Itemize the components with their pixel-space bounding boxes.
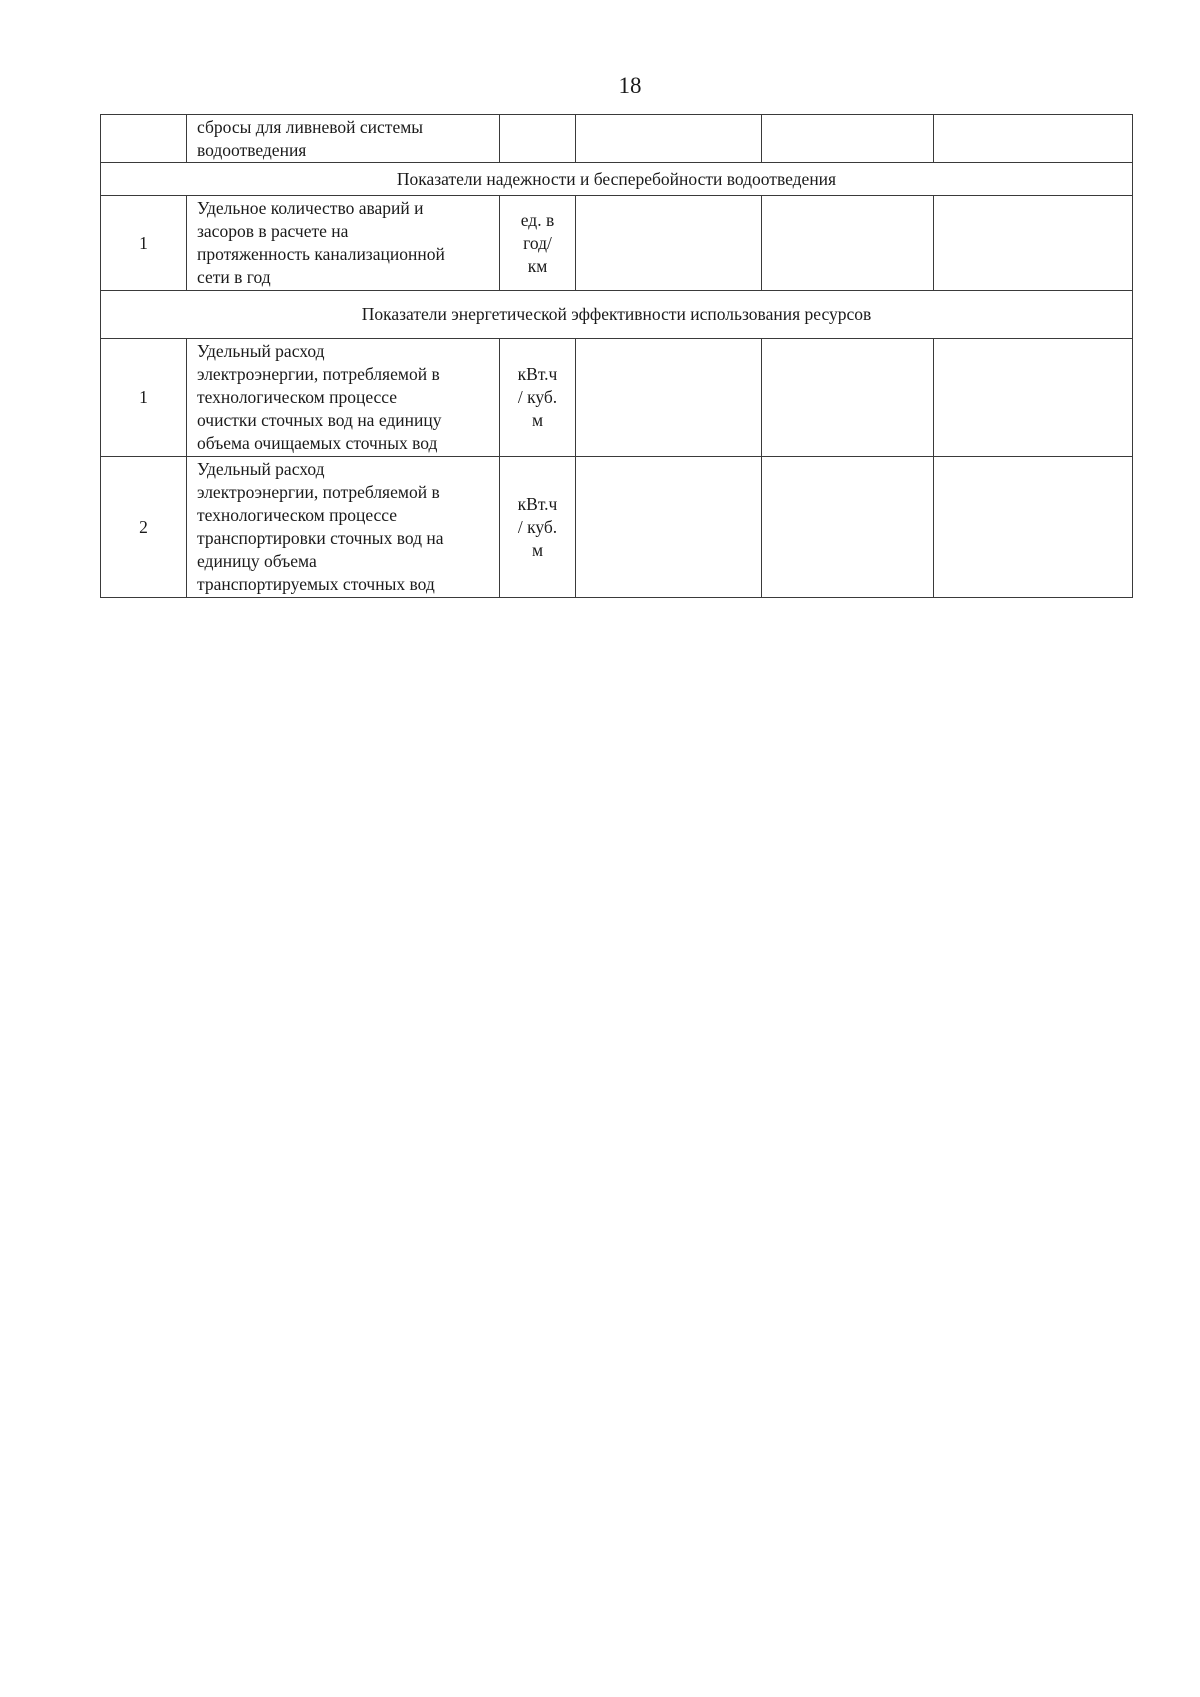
indicator-name-cell <box>187 457 500 598</box>
indicator-name-line: засоров в расчете на <box>197 221 349 241</box>
indicators-table <box>100 114 1133 598</box>
indicator-name-line: Удельный расход <box>197 341 325 361</box>
section-title-energy: Показатели энергетической эффективности использования ресурсов <box>101 291 1133 339</box>
indicator-name-line: единицу объема <box>197 551 317 571</box>
indicator-name-line: объема очищаемых сточных вод <box>197 433 438 453</box>
value-cell <box>576 196 762 291</box>
indicator-name-line: Удельный расход <box>197 459 325 479</box>
unit-line: м <box>531 539 544 560</box>
unit-line: м <box>531 410 544 430</box>
indicator-name-line: электроэнергии, потребляемой в <box>197 364 440 384</box>
value-cell <box>576 115 762 163</box>
section-row-reliability <box>101 163 1133 196</box>
indicator-name-line: технологическом процессе <box>197 387 398 407</box>
indicator-name-cell <box>187 196 500 291</box>
value-cell <box>762 115 934 163</box>
indicator-name-line: сбросы для ливневой системы <box>197 116 424 137</box>
value-cell <box>934 196 1133 291</box>
unit-cell <box>500 196 576 291</box>
row-number-cell: 1 <box>101 196 187 291</box>
indicator-name-line: Удельное количество аварий и <box>197 198 424 218</box>
value-cell <box>762 196 934 291</box>
value-cell <box>576 457 762 598</box>
unit-line: ед. в <box>520 209 555 230</box>
unit-line: / куб. <box>517 516 558 537</box>
section-title-reliability: Показатели надежности и бесперебойности водоотведения <box>101 163 1133 196</box>
unit-cell <box>500 339 576 457</box>
indicator-name-line: электроэнергии, потребляемой в <box>197 482 440 502</box>
unit-line: кВт.ч <box>517 364 558 384</box>
indicator-name-cell <box>187 115 500 163</box>
indicator-name-line: очистки сточных вод на единицу <box>197 410 442 430</box>
unit-line: км <box>527 255 548 276</box>
page-number: 18 <box>618 73 642 98</box>
indicator-name-line: транспортируемых сточных вод <box>197 574 435 594</box>
row-number-cell <box>101 115 187 163</box>
table-row <box>101 457 1133 598</box>
row-number-cell: 2 <box>101 457 187 598</box>
value-cell <box>576 339 762 457</box>
value-cell <box>762 339 934 457</box>
indicator-name-line: технологическом процессе <box>197 505 398 525</box>
row-number-cell: 1 <box>101 339 187 457</box>
indicator-name-cell <box>187 339 500 457</box>
indicator-name-line: сети в год <box>197 267 271 287</box>
indicator-name-line: протяженность канализационной <box>197 244 445 264</box>
indicator-name-line: водоотведения <box>197 139 307 160</box>
value-cell <box>762 457 934 598</box>
table-row-continuation <box>101 115 1133 163</box>
unit-line: год/ <box>523 232 552 253</box>
value-cell <box>934 457 1133 598</box>
table-row <box>101 339 1133 457</box>
value-cell <box>934 339 1133 457</box>
unit-line: / куб. <box>517 387 558 407</box>
indicator-name-line: транспортировки сточных вод на <box>197 528 444 548</box>
unit-cell <box>500 457 576 598</box>
table-row <box>101 196 1133 291</box>
unit-cell <box>500 115 576 163</box>
unit-line: кВт.ч <box>517 493 558 514</box>
value-cell <box>934 115 1133 163</box>
section-row-energy <box>101 291 1133 339</box>
